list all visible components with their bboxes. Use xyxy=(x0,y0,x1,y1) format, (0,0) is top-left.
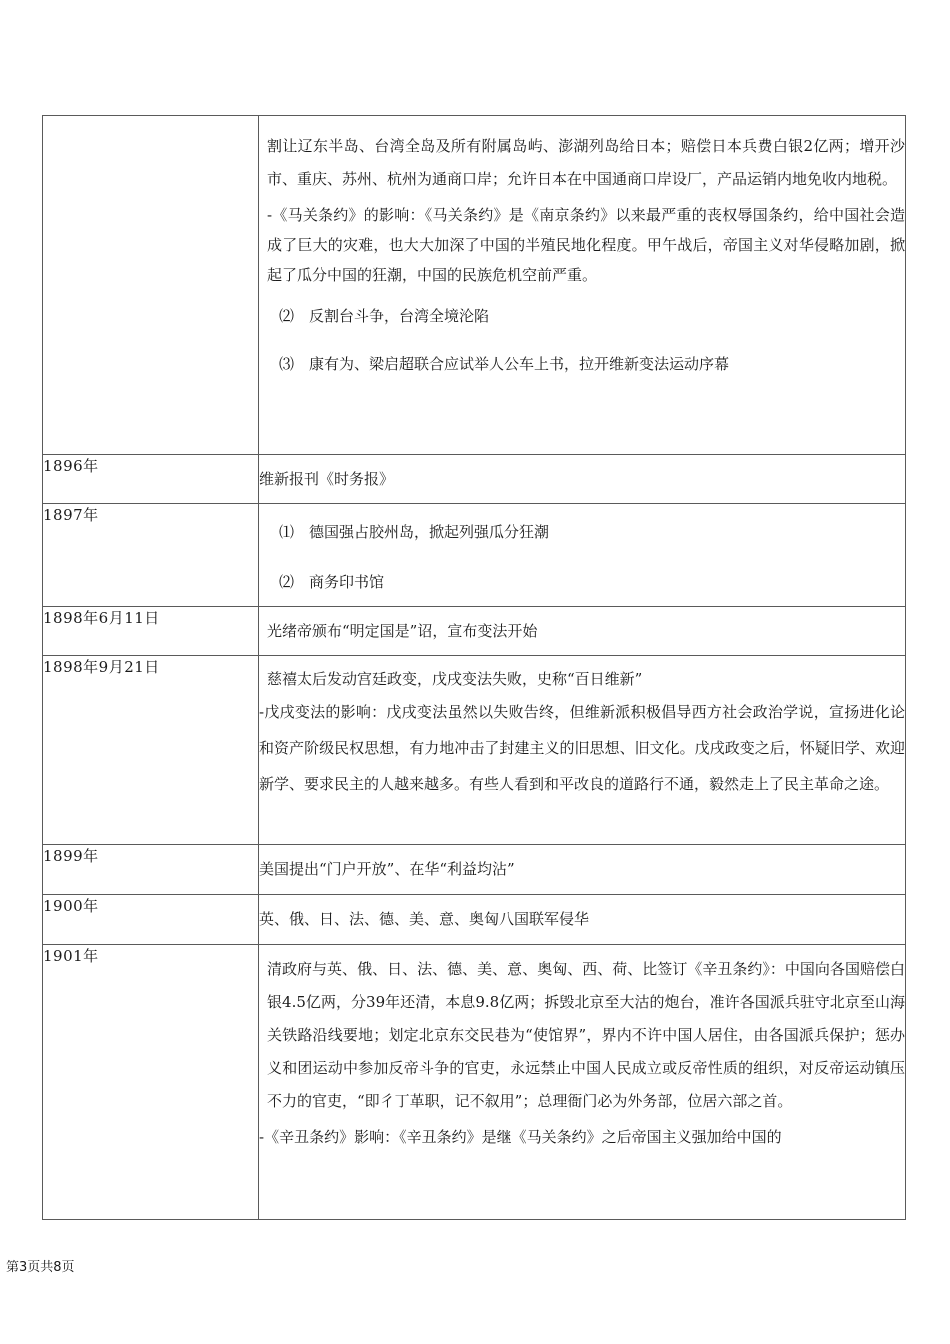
paragraph: 维新报刊《时务报》 xyxy=(259,470,395,488)
content-cell xyxy=(259,845,906,895)
list-item: ⑶ 康有为、梁启超联合应试举人公车上书，拉开维新变法运动序幕 xyxy=(279,355,730,373)
table-row xyxy=(43,607,906,656)
date-cell: 1901年 xyxy=(43,945,259,1220)
date-cell: 1898年9月21日 xyxy=(43,656,259,845)
table-row xyxy=(43,656,906,845)
history-table xyxy=(42,115,906,1220)
list-item: ⑵ 反割台斗争，台湾全境沦陷 xyxy=(279,307,490,325)
paragraph: 割让辽东半岛、台湾全岛及所有附属岛屿、澎湖列岛给日本；赔偿日本兵费白银2亿两；增开沙市、重庆、苏州、杭州为通商口岸；允许日本在中国通商口岸设厂，产品运销内地免收内地税。 xyxy=(267,137,905,188)
content-cell xyxy=(259,455,906,504)
table-row xyxy=(43,945,906,1220)
table-row xyxy=(43,455,906,504)
content-cell xyxy=(259,116,906,455)
date-cell: 1898年6月11日 xyxy=(43,607,259,656)
paragraph: 美国提出“门户开放”、在华“利益均沾” xyxy=(259,860,515,878)
date-cell: 1899年 xyxy=(43,845,259,895)
content-cell xyxy=(259,607,906,656)
paragraph: 慈禧太后发动宫廷政变，戊戌变法失败，史称“百日维新” xyxy=(267,670,643,688)
date-cell: 1896年 xyxy=(43,455,259,504)
content-cell xyxy=(259,504,906,607)
paragraph: -《马关条约》的影响：《马关条约》是《南京条约》以来最严重的丧权辱国条约，给中国社会造成了巨大的灾难，也大大加深了中国的半殖民地化程度。甲午战后，帝国主义对华侵略加剧，掀起了瓜分中国的狂潮，中国的民族危机空前严重。 xyxy=(267,206,905,284)
table-row xyxy=(43,504,906,607)
content-cell xyxy=(259,656,906,845)
list-item: ⑴ 德国强占胶州岛，掀起列强瓜分狂潮 xyxy=(279,523,550,541)
date-cell: 1900年 xyxy=(43,895,259,945)
list-item: ⑵ 商务印书馆 xyxy=(279,573,385,591)
date-cell xyxy=(43,116,259,455)
paragraph: -戊戌变法的影响：戊戌变法虽然以失败告终，但维新派积极倡导西方社会政治学说，宣扬进化论和资产阶级民权思想，有力地冲击了封建主义的旧思想、旧文化。戊戌政变之后，怀疑旧学、欢迎新学、要求民主的人越来越多。有些人看到和平改良的道路行不通，毅然走上了民主革命之途。 xyxy=(259,703,905,793)
page-number: 第3页共8页 xyxy=(6,1260,75,1275)
date-cell: 1897年 xyxy=(43,504,259,607)
content-cell xyxy=(259,945,906,1220)
paragraph: 光绪帝颁布“明定国是”诏，宣布变法开始 xyxy=(267,622,538,640)
paragraph: 清政府与英、俄、日、法、德、美、意、奥匈、西、荷、比签订《辛丑条约》：中国向各国赔偿白银4.5亿两，分39年还清，本息9.8亿两；拆毁北京至大沽的炮台，准许各国派兵驻守北京至山海关铁路沿线要地；划定北京东交民巷为“使馆界”，界内不许中国人居住，由各国派兵保护；惩办义和团运动中参加反帝斗争的官吏，永远禁止中国人民成立或反帝性质的组织，对反帝运动镇压不力的官吏，“即彳丁革职，记不叙用”；总理衙门必为外务部，位居六部之首。 xyxy=(267,960,905,1110)
table-row xyxy=(43,845,906,895)
paragraph: 英、俄、日、法、德、美、意、奥匈八国联军侵华 xyxy=(259,910,590,928)
paragraph: -《辛丑条约》影响：《辛丑条约》是继《马关条约》之后帝国主义强加给中国的 xyxy=(259,1128,782,1146)
content-cell xyxy=(259,895,906,945)
table-row xyxy=(43,116,906,455)
table-row xyxy=(43,895,906,945)
